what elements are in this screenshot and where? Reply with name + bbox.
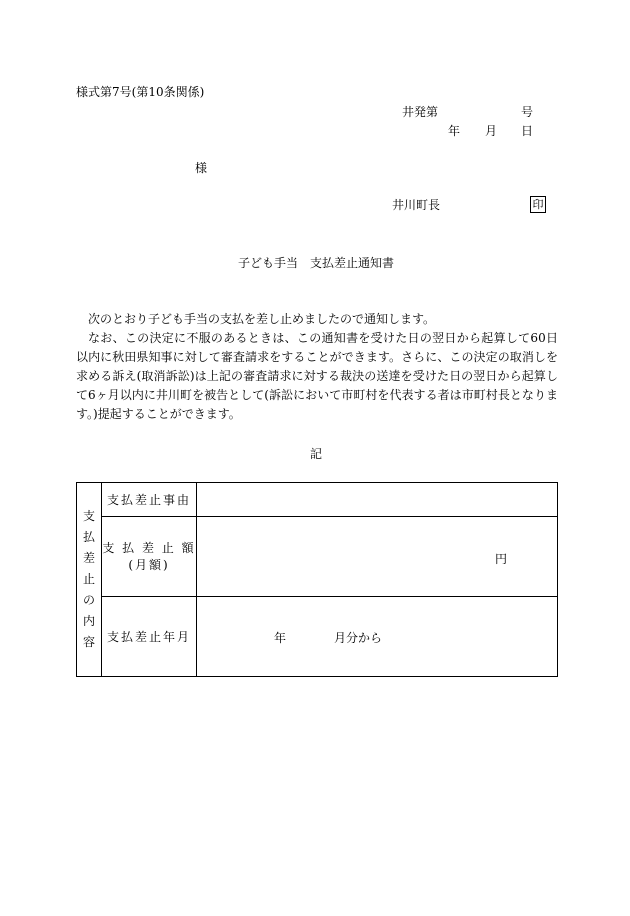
row-period-value[interactable] <box>197 597 558 677</box>
date-month: 月 <box>485 124 498 138</box>
row-amount-label: 支 払 差 止 額 (月額) <box>102 517 197 597</box>
document-title: 子ども手当 支払差止通知書 <box>238 256 395 270</box>
body-text <box>76 310 558 424</box>
side-label: 支 払 差 止 の 内 容 <box>77 483 102 677</box>
row-reason-label: 支払差止事由 <box>102 483 197 517</box>
row-period-label: 支払差止年月 <box>102 597 197 677</box>
amount-unit: 円 <box>495 552 508 566</box>
body-paragraph-2: なお、この決定に不服のあるときは、この通知書を受けた日の翌日から起算して60日以内に秋田県知事に対して審査請求をすることができます。さらに、この決定の取消しを求める訴え(取消訴訟)は上記の審査請求に対する裁決の送達を受けた日の翌日から起算して6ヶ月以内に井川町を被告として(訴訟において市町村を代表する者は市町村長となります。)提起することができます。 <box>76 331 558 421</box>
document-number-prefix: 井発第 <box>402 105 439 119</box>
suspension-details-table <box>76 482 558 677</box>
period-month-from: 月分から <box>334 631 383 645</box>
document-number-suffix: 号 <box>521 105 534 119</box>
body-paragraph-1: 次のとおり子ども手当の支払を差し止めましたので通知します。 <box>88 312 436 326</box>
date-day: 日 <box>521 124 534 138</box>
seal-stamp: 印 <box>530 196 546 213</box>
addressee-suffix: 様 <box>195 161 208 175</box>
period-year: 年 <box>274 631 287 645</box>
date-year: 年 <box>448 124 461 138</box>
form-number: 様式第7号(第10条関係) <box>76 85 205 99</box>
row-amount-value[interactable] <box>197 517 558 597</box>
issuer-name: 井川町長 <box>392 198 441 212</box>
row-reason-value[interactable] <box>197 483 558 517</box>
ki-heading: 記 <box>310 447 323 461</box>
